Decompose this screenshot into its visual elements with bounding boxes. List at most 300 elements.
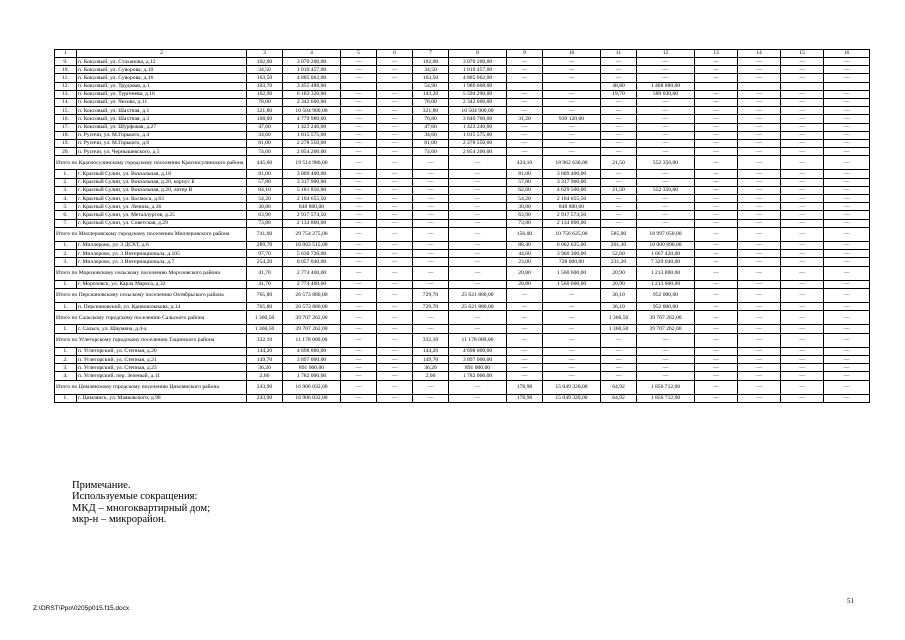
table-cell [738, 82, 781, 90]
table-cell: — [377, 170, 413, 178]
table-cell: 2 917 574,50 [543, 211, 601, 219]
table-cell: 1 360,50 [247, 311, 283, 325]
table-cell: — [824, 364, 870, 372]
table-cell: — [781, 107, 824, 115]
table-cell: — [738, 280, 781, 288]
table-cell: — [341, 347, 377, 355]
table-cell [377, 82, 413, 90]
table-cell: — [824, 58, 870, 66]
table-cell: — [341, 156, 377, 170]
table-row [55, 74, 870, 82]
table-cell: 254,20 [247, 258, 283, 266]
table-cell: 585,00 [601, 227, 637, 241]
table-cell: — [781, 303, 824, 311]
table-cell: — [413, 219, 449, 227]
table-cell: 3 009 400,00 [543, 170, 601, 178]
table-cell: — [507, 98, 543, 106]
table-cell: 9. [55, 58, 77, 66]
table-cell: — [824, 178, 870, 186]
table-cell: — [449, 156, 507, 170]
table-cell: — [601, 115, 637, 123]
table-cell: — [695, 148, 738, 156]
table-cell: — [738, 170, 781, 178]
table-cell: — [377, 186, 413, 194]
table-cell: — [543, 58, 601, 66]
table-cell: — [824, 288, 870, 302]
table-cell: — [341, 148, 377, 156]
table-cell: — [738, 90, 781, 98]
table-cell: — [377, 394, 413, 402]
address-cell: п. Руснчи, ул. М.Горького, д.4 [77, 131, 247, 139]
table-cell: 1 213 800,00 [637, 266, 695, 280]
table-cell: — [543, 131, 601, 139]
table-cell: — [637, 148, 695, 156]
table-cell: 149,70 [413, 356, 449, 364]
table-cell: — [601, 131, 637, 139]
table-cell: 8 057 040,00 [283, 258, 341, 266]
table-cell: — [781, 90, 824, 98]
table-cell: 1 782 000,00 [449, 372, 507, 380]
table-cell: 3 009 400,00 [283, 170, 341, 178]
column-number-cell: 7 [413, 50, 449, 58]
address-cell: п. Коксовый, ул. Шахтная, д.3 [77, 115, 247, 123]
table-cell: — [695, 123, 738, 131]
table-cell: — [601, 356, 637, 364]
table-cell: 11. [55, 74, 77, 82]
table-cell: 1. [55, 394, 77, 402]
table-cell: 47,60 [247, 123, 283, 131]
table-cell: — [601, 372, 637, 380]
table-cell: 20,80 [507, 280, 543, 288]
column-number-cell: 14 [738, 50, 781, 58]
note-line: мкр-н – микрорайон. [72, 514, 167, 526]
table-row [55, 186, 870, 194]
table-cell: — [637, 203, 695, 211]
table-cell: — [341, 311, 377, 325]
table-cell: 1 015 575,00 [283, 131, 341, 139]
table-cell: 1 856 712,00 [637, 394, 695, 402]
table-cell: — [695, 288, 738, 302]
table-cell: — [449, 258, 507, 266]
table-cell: — [449, 178, 507, 186]
table-row [55, 280, 870, 288]
table-cell: 81,00 [507, 170, 543, 178]
address-cell: г. Красный Сулин, ул. Ленина, д.36 [77, 203, 247, 211]
table-cell: — [824, 311, 870, 325]
table-cell: — [824, 266, 870, 280]
column-number-cell: 12 [637, 50, 695, 58]
table-cell: — [781, 227, 824, 241]
table-cell: 34,60 [247, 131, 283, 139]
table-row [55, 356, 870, 364]
table-cell: — [781, 380, 824, 394]
table-cell: — [377, 107, 413, 115]
table-cell: 10 756 625,00 [543, 227, 601, 241]
table-cell: — [695, 372, 738, 380]
table-row [55, 241, 870, 249]
table-cell: 2 134 800,00 [543, 219, 601, 227]
table-cell: — [824, 356, 870, 364]
table-cell: — [695, 250, 738, 258]
table-cell: 5. [55, 203, 77, 211]
table-cell: — [377, 356, 413, 364]
table-row [55, 115, 870, 123]
table-cell: 2 342 600,00 [449, 98, 507, 106]
table-row [55, 211, 870, 219]
table-cell: — [824, 325, 870, 333]
table-cell: 848 800,00 [543, 203, 601, 211]
table-cell: 76,80 [413, 115, 449, 123]
table-cell: 2 278 550,00 [449, 139, 507, 147]
table-cell: 201,30 [601, 241, 637, 249]
table-cell: — [824, 241, 870, 249]
subtotal-label: Итого по Красносулинскому городскому поселению Красносулинского района [55, 156, 247, 170]
column-number-cell: 11 [601, 50, 637, 58]
table-cell: — [738, 203, 781, 211]
table-cell: 16 906 032,00 [283, 380, 341, 394]
table-cell: — [507, 139, 543, 147]
table-cell: — [695, 139, 738, 147]
table-cell: — [449, 280, 507, 288]
table-cell: 1 423 240,00 [449, 123, 507, 131]
table-cell: — [738, 131, 781, 139]
column-number-cell: 10 [543, 50, 601, 58]
table-cell: — [601, 98, 637, 106]
table-cell: 156,00 [507, 227, 543, 241]
table-cell: 3 070 200,00 [449, 58, 507, 66]
table-cell: 1. [55, 241, 77, 249]
table-cell: 47,60 [413, 123, 449, 131]
table-cell: — [543, 333, 601, 347]
table-cell: — [824, 203, 870, 211]
table-cell: 1 213 800,00 [637, 280, 695, 288]
table-cell: 1 015 575,00 [449, 131, 507, 139]
subtotal-row [55, 156, 870, 170]
table-cell: — [637, 98, 695, 106]
table-cell: 84,10 [247, 186, 283, 194]
table-cell: 26 573 880,00 [283, 288, 341, 302]
table-cell: — [781, 325, 824, 333]
table-cell: 21,50 [601, 186, 637, 194]
table-cell: — [341, 250, 377, 258]
table-cell: — [738, 303, 781, 311]
table-cell: 4 629 500,00 [543, 186, 601, 194]
table-cell: 4 779 980,00 [283, 115, 341, 123]
subtotal-label: Итого по Миллеровскому городскому поселению Миллеровского района [55, 227, 247, 241]
table-cell: 1 360,50 [601, 311, 637, 325]
table-cell: — [507, 288, 543, 302]
column-number-cell: 16 [824, 50, 870, 58]
table-cell: — [824, 131, 870, 139]
table-cell: — [781, 347, 824, 355]
column-number-cell: 6 [377, 50, 413, 58]
table-cell: — [738, 333, 781, 347]
table-cell: — [341, 258, 377, 266]
table-cell: — [781, 311, 824, 325]
table-cell: 2,00 [247, 372, 283, 380]
table-cell: 3 070 200,00 [283, 58, 341, 66]
table-cell: 54,90 [413, 82, 449, 90]
table-cell: — [695, 186, 738, 194]
table-cell: — [738, 139, 781, 147]
table-cell: — [507, 356, 543, 364]
table-cell: 891 000,00 [449, 364, 507, 372]
table-cell: — [449, 325, 507, 333]
column-number-cell: 8 [449, 50, 507, 58]
table-cell: — [377, 156, 413, 170]
table-cell: — [695, 203, 738, 211]
table-cell: 765,80 [247, 303, 283, 311]
column-number-cell: 3 [247, 50, 283, 58]
table-cell: — [341, 98, 377, 106]
table-cell: — [695, 107, 738, 115]
table-cell: 18 962 630,00 [543, 156, 601, 170]
table-cell: — [413, 203, 449, 211]
address-cell: г. Миллерово, ул. 3 Интернационала, д.105 [77, 250, 247, 258]
table-cell: 891 000,00 [283, 364, 341, 372]
table-cell: 4 885 062,00 [283, 74, 341, 82]
table-cell: — [449, 266, 507, 280]
table-cell: 729,70 [413, 303, 449, 311]
table-cell: 88,40 [507, 241, 543, 249]
table-cell: 19. [55, 139, 77, 147]
table-cell: 3 960 300,00 [543, 250, 601, 258]
table-cell: — [377, 347, 413, 355]
table-cell: — [738, 195, 781, 203]
table-cell: — [507, 131, 543, 139]
table-cell: — [543, 303, 601, 311]
table-cell: 2 104 655,50 [283, 195, 341, 203]
table-cell: — [695, 156, 738, 170]
table-row [55, 148, 870, 156]
table-cell: — [637, 347, 695, 355]
table-cell: — [341, 90, 377, 98]
table-cell: 13. [55, 90, 77, 98]
table-cell: — [377, 364, 413, 372]
table-cell: — [824, 123, 870, 131]
address-cell: г. Красный Сулин, ул. Металлургов, д.25 [77, 211, 247, 219]
table-cell: — [781, 250, 824, 258]
table-cell: — [695, 98, 738, 106]
table-cell: — [341, 107, 377, 115]
table-cell: — [341, 266, 377, 280]
table-cell: — [341, 123, 377, 131]
table-cell: 3. [55, 186, 77, 194]
table-cell: — [824, 107, 870, 115]
address-cell: п. Руснчи, ул. М.Горького, д.6 [77, 139, 247, 147]
table-cell: — [341, 364, 377, 372]
table-cell: 15. [55, 107, 77, 115]
table-cell: — [377, 227, 413, 241]
table-cell: 2. [55, 356, 77, 364]
table-cell: — [341, 139, 377, 147]
table-cell: — [341, 66, 377, 74]
table-cell: 6. [55, 211, 77, 219]
table-cell: — [601, 66, 637, 74]
table-cell: 939 120,00 [543, 115, 601, 123]
table-row [55, 107, 870, 115]
table-cell: 30,80 [507, 203, 543, 211]
address-cell: п. Углегорский, ул. Степная, д.20 [77, 347, 247, 355]
table-cell: 729,70 [413, 288, 449, 302]
table-cell: — [781, 178, 824, 186]
table-cell: — [413, 195, 449, 203]
table-cell: 552 356,00 [637, 186, 695, 194]
table-cell: — [695, 303, 738, 311]
address-cell: г. Красный Сулин, ул. Космоса, д.63 [77, 195, 247, 203]
table-cell: 73,80 [247, 219, 283, 227]
table-cell: 39 707 262,00 [283, 311, 341, 325]
table-cell: 52,60 [601, 250, 637, 258]
table-cell: 16 063 515,00 [283, 241, 341, 249]
table-cell: 10 504 900,00 [283, 107, 341, 115]
table-cell: — [507, 364, 543, 372]
table-cell: 20,90 [601, 266, 637, 280]
table-row [55, 178, 870, 186]
subtotal-row [55, 380, 870, 394]
address-cell: г. Красный Сулин, ул. Советская, д.29 [77, 219, 247, 227]
table-cell: 178,98 [507, 394, 543, 402]
table-cell: — [738, 311, 781, 325]
table-cell: — [601, 139, 637, 147]
table-cell: — [781, 372, 824, 380]
table-cell: — [781, 394, 824, 402]
table-cell: 445,60 [247, 156, 283, 170]
table-cell: 424,10 [507, 156, 543, 170]
table-cell: — [601, 74, 637, 82]
table-cell: — [377, 178, 413, 186]
table-cell: — [695, 258, 738, 266]
table-cell: 20. [55, 148, 77, 156]
table-cell: — [601, 203, 637, 211]
table-cell: 1 560 600,00 [543, 280, 601, 288]
table-cell: 81,00 [413, 139, 449, 147]
table-row [55, 203, 870, 211]
table-cell: — [738, 66, 781, 74]
table-cell [695, 82, 738, 90]
table-cell: — [781, 203, 824, 211]
table-cell: 29 754 275,00 [283, 227, 341, 241]
table-cell: — [377, 90, 413, 98]
table-cell: — [543, 288, 601, 302]
table-cell: 36,20 [247, 364, 283, 372]
table-cell: — [781, 98, 824, 106]
table-cell: — [781, 74, 824, 82]
table-cell: — [377, 219, 413, 227]
subtotal-label: Итого по Цимлянскому городскому поселению Цимлянского района [55, 380, 247, 394]
table-cell: — [543, 107, 601, 115]
table-cell: 11 178 000,00 [449, 333, 507, 347]
table-cell: — [507, 123, 543, 131]
table-cell: — [543, 311, 601, 325]
table-cell: 3 317 900,00 [543, 178, 601, 186]
table-cell: 2 917 574,50 [283, 211, 341, 219]
table-cell: 4 698 000,00 [283, 347, 341, 355]
table-cell: — [341, 325, 377, 333]
table-cell: 1 856 712,00 [637, 380, 695, 394]
table-cell: — [824, 148, 870, 156]
table-cell: 1 423 240,00 [283, 123, 341, 131]
table-cell: — [738, 288, 781, 302]
table-cell: — [543, 148, 601, 156]
table-cell: — [413, 380, 449, 394]
table-cell: — [341, 394, 377, 402]
table-cell: — [695, 325, 738, 333]
table-row [55, 250, 870, 258]
note-line: Примечание. [72, 480, 131, 491]
table-cell: — [543, 98, 601, 106]
table-cell: — [377, 211, 413, 219]
table-cell [781, 82, 824, 90]
table-cell: — [507, 66, 543, 74]
table-cell: 2. [55, 250, 77, 258]
subtotal-label: Итого по Углегорскому городскому поселению Тацинского района [55, 333, 247, 347]
table-cell: — [738, 325, 781, 333]
table-cell: — [824, 186, 870, 194]
table-cell: 4. [55, 372, 77, 380]
table-cell: 30,80 [247, 203, 283, 211]
table-cell: 4 885 062,00 [449, 74, 507, 82]
table-cell: 178,98 [507, 380, 543, 394]
table-cell: — [695, 170, 738, 178]
table-cell: — [449, 211, 507, 219]
address-cell: п. Коксовый, ул. Шурфовая, д.27 [77, 123, 247, 131]
table-cell: — [781, 139, 824, 147]
table-cell: 332,10 [413, 333, 449, 347]
table-cell: — [738, 115, 781, 123]
table-cell: 1 667 420,00 [637, 250, 695, 258]
table-cell: 952 000,00 [637, 288, 695, 302]
table-cell: 4. [55, 195, 77, 203]
table-cell: — [341, 195, 377, 203]
table-cell: — [738, 123, 781, 131]
table-cell: — [738, 107, 781, 115]
table-cell: 144,20 [247, 347, 283, 355]
table-cell: 19 514 986,00 [283, 156, 341, 170]
address-cell: п. Персиановский, ул. Кривошлыкова, д.14 [77, 303, 247, 311]
table-cell: — [637, 219, 695, 227]
table-cell: — [781, 148, 824, 156]
table-cell: 34,60 [413, 131, 449, 139]
table-cell: 1 360,50 [601, 325, 637, 333]
table-cell: — [824, 211, 870, 219]
table-cell: — [507, 74, 543, 82]
table-row [55, 131, 870, 139]
table-cell: — [543, 372, 601, 380]
page-number: 51 [847, 597, 854, 605]
table-cell: 1 560 600,00 [543, 266, 601, 280]
table-cell: — [781, 156, 824, 170]
table-cell: 74,60 [413, 148, 449, 156]
subtotal-row [55, 227, 870, 241]
table-cell: — [824, 74, 870, 82]
table-cell: — [601, 347, 637, 355]
table-cell: — [449, 394, 507, 402]
table-cell: — [507, 347, 543, 355]
table-cell: 552 356,00 [637, 156, 695, 170]
table-cell: 23,00 [507, 258, 543, 266]
address-cell: п. Коксовый, ул. Тургенева, д.16 [77, 90, 247, 98]
table-cell: — [695, 66, 738, 74]
table-cell: — [341, 74, 377, 82]
table-cell [824, 82, 870, 90]
table-cell: — [449, 380, 507, 394]
table-cell: — [824, 98, 870, 106]
table-cell: 4 698 000,00 [449, 347, 507, 355]
table-cell [341, 82, 377, 90]
table-cell: 36,10 [601, 288, 637, 302]
table-cell: — [449, 241, 507, 249]
